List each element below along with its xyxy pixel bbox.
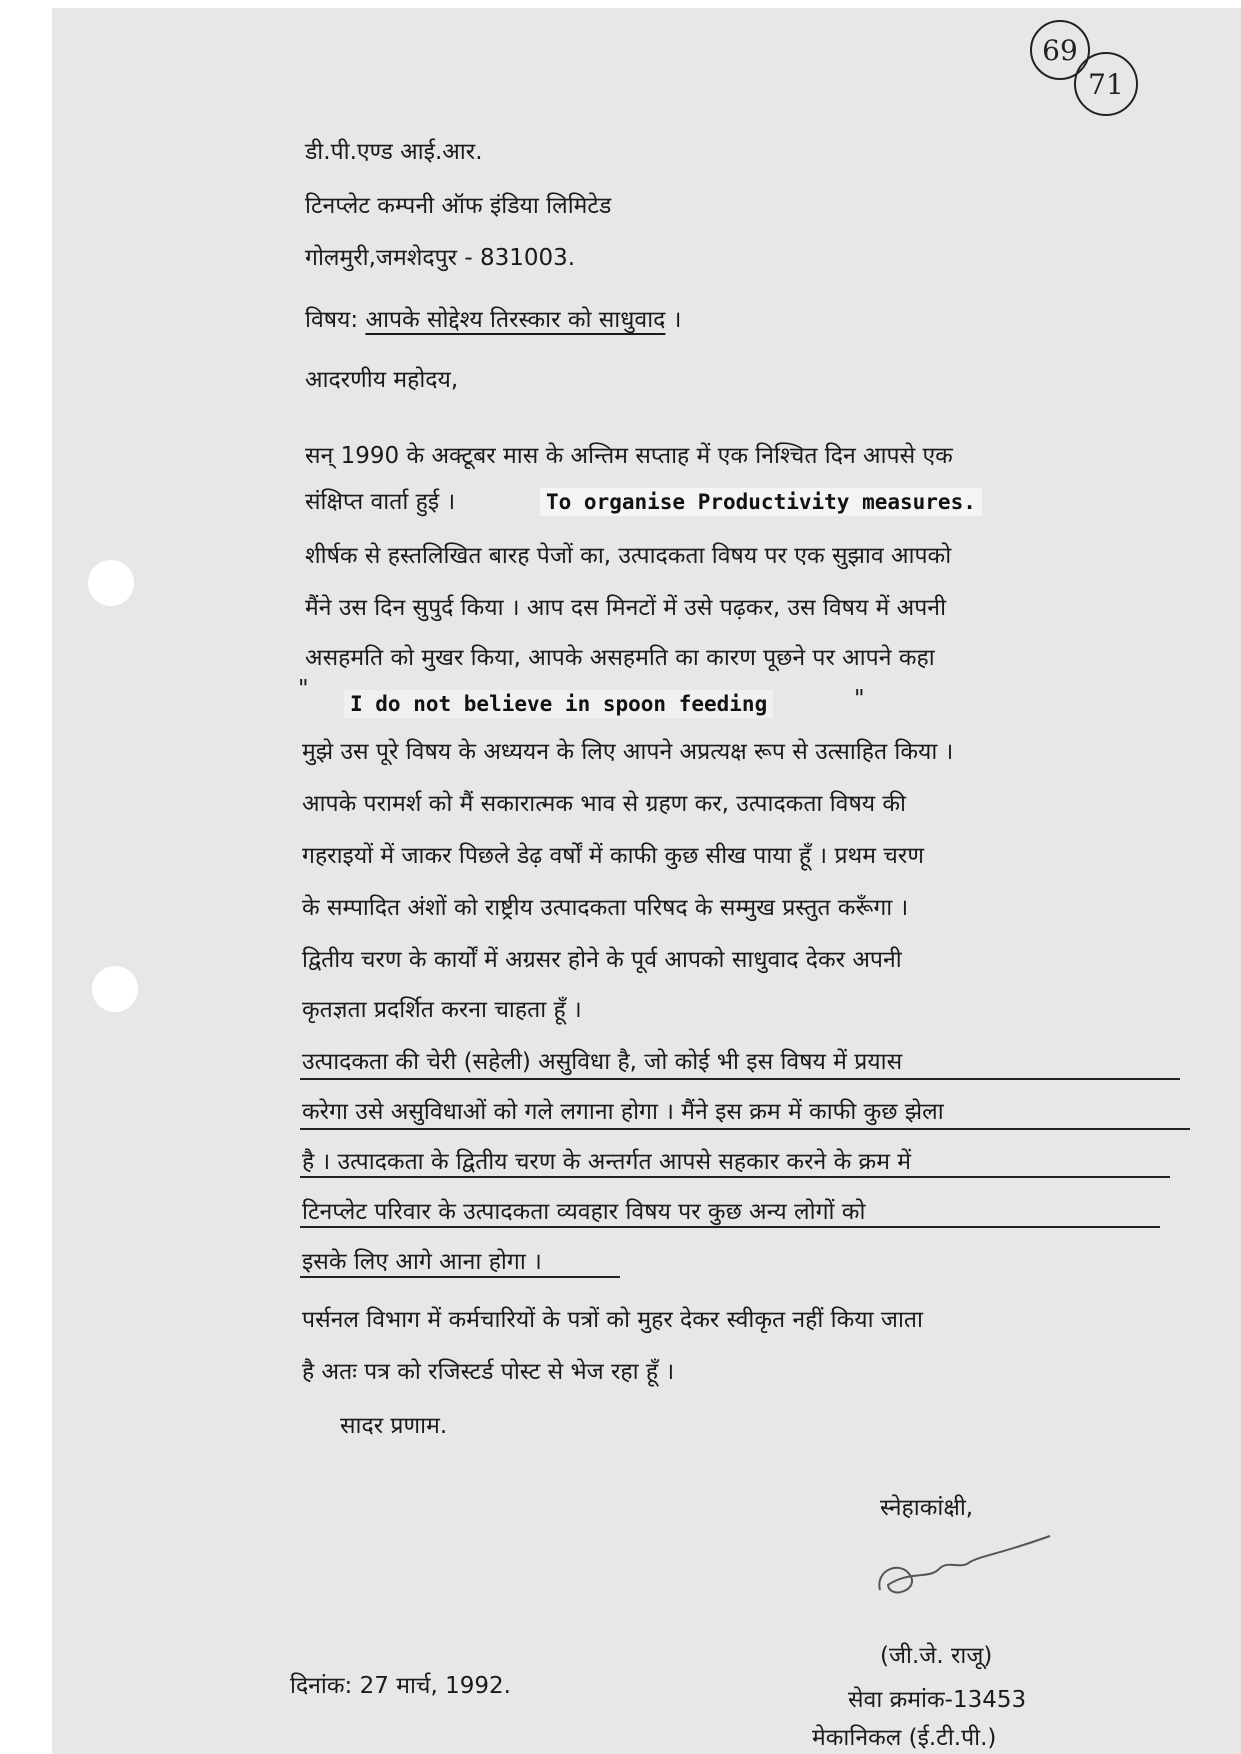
- letter-date: दिनांक: 27 मार्च, 1992.: [290, 1673, 511, 1699]
- para3-line-2: करेगा उसे असुविधाओं को गले लगाना होगा । मैंने इस क्रम में काफी कुछ झेला: [302, 1099, 944, 1125]
- closing-greeting: सादर प्रणाम.: [340, 1413, 448, 1439]
- underline-3: [300, 1176, 1170, 1178]
- para2-line-3: गहराइयों में जाकर पिछले डेढ़ वर्षों में काफी कुछ सीख पाया हूँ । प्रथम चरण: [302, 843, 924, 869]
- subject-end: ।: [672, 307, 682, 333]
- para1-line-5: असहमति को मुखर किया, आपके असहमति का कारण पूछने पर आपने कहा: [305, 645, 935, 671]
- punch-hole-top: [88, 560, 134, 606]
- para2-line-1: मुझे उस पूरे विषय के अध्ययन के लिए आपने अप्रत्यक्ष रूप से उत्साहित किया ।: [302, 739, 954, 765]
- signature-mark: [870, 1530, 1060, 1610]
- address-line-2: टिनप्लेट कम्पनी ऑफ इंडिया लिमिटेड: [305, 193, 612, 219]
- para3-line-4: टिनप्लेट परिवार के उत्पादकता व्यवहार विषय पर कुछ अन्य लोगों को: [302, 1199, 866, 1225]
- para3-line-5: इसके लिए आगे आना होगा ।: [302, 1249, 542, 1275]
- para3-line-3: है । उत्पादकता के द्वितीय चरण के अन्तर्गत आपसे सहकार करने के क्रम में: [302, 1149, 912, 1175]
- page-number-mark: [1074, 52, 1138, 116]
- underline-4: [300, 1226, 1160, 1228]
- underline-2: [300, 1128, 1190, 1130]
- quote-close: ": [854, 686, 865, 712]
- page-number: 71: [1088, 67, 1124, 101]
- sender-name: (जी.जे. राजू): [880, 1643, 993, 1669]
- quote-open: ": [298, 676, 309, 702]
- para2-line-4: के सम्पादित अंशों को राष्ट्रीय उत्पादकता परिषद के सम्मुख प्रस्तुत करूँगा ।: [302, 895, 909, 921]
- underline-5: [300, 1276, 620, 1278]
- punch-hole-bottom: [92, 966, 138, 1012]
- document-page: [52, 8, 1241, 1754]
- salutation: आदरणीय महोदय,: [305, 367, 459, 393]
- subject-line: [305, 302, 681, 334]
- valediction: स्नेहाकांक्षी,: [880, 1495, 974, 1521]
- page-number-old: 69: [1042, 33, 1078, 67]
- para1-line-3: शीर्षक से हस्तलिखित बारह पेजों का, उत्पादकता विषय पर एक सुझाव आपको: [305, 543, 952, 569]
- para1-line-2: संक्षिप्त वार्ता हुई ।: [305, 489, 456, 515]
- para4-line-1: पर्सनल विभाग में कर्मचारियों के पत्रों को मुहर देकर स्वीकृत नहीं किया जाता: [302, 1307, 923, 1333]
- para3-line-1: उत्पादकता की चेरी (सहेली) असुविधा है, जो कोई भी इस विषय में प्रयास: [302, 1049, 903, 1075]
- typed-proposal-title: To organise Productivity measures.: [540, 488, 982, 516]
- para4-line-2: है अतः पत्र को रजिस्टर्ड पोस्ट से भेज रहा हूँ ।: [302, 1359, 675, 1385]
- address-line-3: गोलमुरी,जमशेदपुर - 831003.: [305, 245, 576, 271]
- subject-label: विषय:: [305, 307, 359, 333]
- subject-text: आपके सोद्देश्य तिरस्कार को साधुवाद: [365, 307, 666, 333]
- para2-line-6: कृतज्ञता प्रदर्शित करना चाहता हूँ ।: [302, 997, 582, 1023]
- underline-1: [300, 1078, 1180, 1080]
- para2-line-2: आपके परामर्श को मैं सकारात्मक भाव से ग्रहण कर, उत्पादकता विषय की: [302, 791, 907, 817]
- para1-line-4: मैंने उस दिन सुपुर्द किया । आप दस मिनटों में उसे पढ़कर, उस विषय में अपनी: [305, 595, 947, 621]
- para1-line-1: सन् 1990 के अक्टूबर मास के अन्तिम सप्ताह में एक निश्चित दिन आपसे एक: [305, 443, 953, 469]
- address-line-1: डी.पी.एण्ड आई.आर.: [305, 139, 483, 165]
- sender-service-number: सेवा क्रमांक-13453: [848, 1687, 1027, 1713]
- para2-line-5: द्वितीय चरण के कार्यों में अग्रसर होने के पूर्व आपको साधुवाद देकर अपनी: [302, 947, 902, 973]
- typed-quote: I do not believe in spoon feeding: [344, 690, 773, 718]
- sender-department: मेकानिकल (ई.टी.पी.): [812, 1725, 997, 1751]
